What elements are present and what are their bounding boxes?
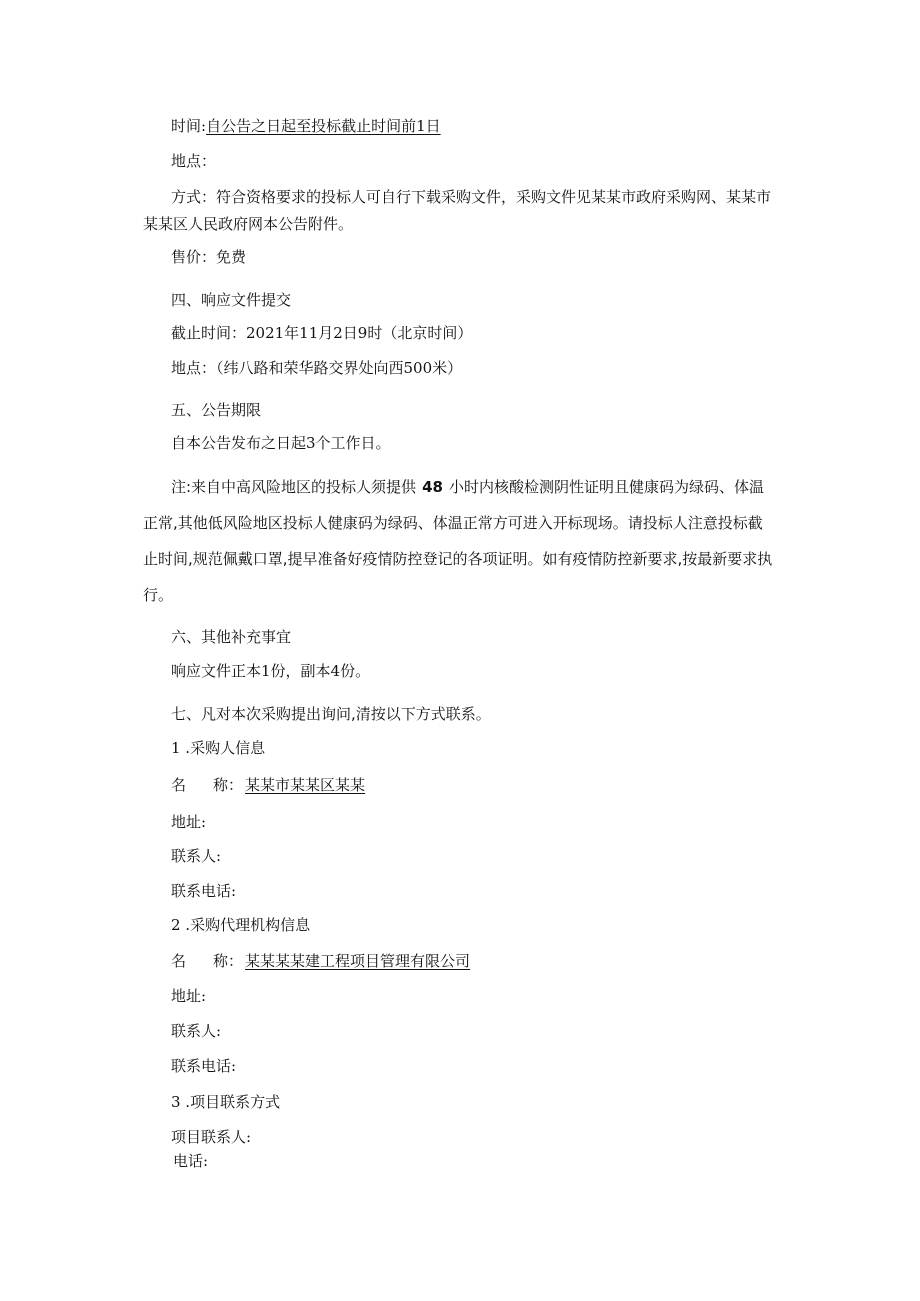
purchaser-name-label-char2: 称： (212, 776, 243, 794)
project-title: 3 .项目联系方式 (171, 1093, 281, 1111)
project-phone: 电话: (173, 1152, 209, 1170)
agency-name-line (171, 951, 470, 971)
agency-name-label-char2: 称： (212, 952, 243, 970)
section4-deadline: 截止时间：2021年11月2日9时（北京时间） (171, 324, 473, 342)
note-prefix: 注:来自中高风险地区的投标人须提供 (171, 478, 417, 496)
purchaser-name-value: 某某市某某区某某 (245, 776, 366, 794)
sale-place-line: 地点： (171, 152, 217, 170)
project-contact: 项目联系人: (171, 1128, 252, 1146)
sale-method-paragraph: 方式：符合资格要求的投标人可自行下载采购文件，采购文件见某某市政府采购网、某某市某某区人民政府网本公告附件。 (143, 188, 772, 233)
section4-heading: 四、响应文件提交 (171, 291, 292, 309)
purchaser-title: 1 .采购人信息 (171, 739, 266, 757)
purchaser-name-line (171, 775, 365, 795)
section6-heading: 六、其他补充事宜 (171, 628, 292, 646)
agency-title: 2 .采购代理机构信息 (171, 916, 311, 934)
section4-place: 地点：（纬八路和荣华路交界处向西500米） (171, 359, 463, 377)
agency-address: 地址: (171, 987, 207, 1005)
agency-name-label-char1: 名 (171, 952, 187, 970)
section6-text: 响应文件正本1份，副本4份。 (171, 662, 371, 680)
purchaser-phone: 联系电话: (171, 882, 237, 900)
note-hours: 48 (422, 478, 443, 496)
sale-time-line (171, 116, 441, 136)
purchaser-address: 地址: (171, 813, 207, 831)
sale-time-value: 自公告之日起至投标截止时间前1日 (206, 117, 441, 135)
note-rest: 小时内核酸检测阴性证明且健康码为绿码、体温正常,其他低风险地区投标人健康码为绿码、体温正常方可进入开标现场。请投标人注意投标截止时间,规范佩戴口罩,提早准备好疫情防控登记的各项证明。如有疫情防控新要求,按最新要求执行。 (143, 478, 773, 604)
agency-contact: 联系人: (171, 1022, 222, 1040)
purchaser-name-label (171, 775, 245, 795)
agency-phone: 联系电话: (171, 1057, 237, 1075)
purchaser-contact: 联系人: (171, 847, 222, 865)
agency-name-label (171, 951, 245, 971)
section5-heading: 五、公告期限 (171, 401, 262, 419)
epidemic-note-paragraph (143, 469, 777, 613)
section5-text: 自本公告发布之日起3个工作日。 (171, 434, 391, 452)
sale-time-label: 时间: (171, 117, 207, 135)
purchaser-name-label-char1: 名 (171, 776, 187, 794)
agency-name-value: 某某某某建工程项目管理有限公司 (245, 952, 471, 970)
sale-price-line: 售价：免费 (171, 248, 247, 266)
section7-heading: 七、凡对本次采购提出询问,清按以下方式联系。 (171, 705, 491, 723)
